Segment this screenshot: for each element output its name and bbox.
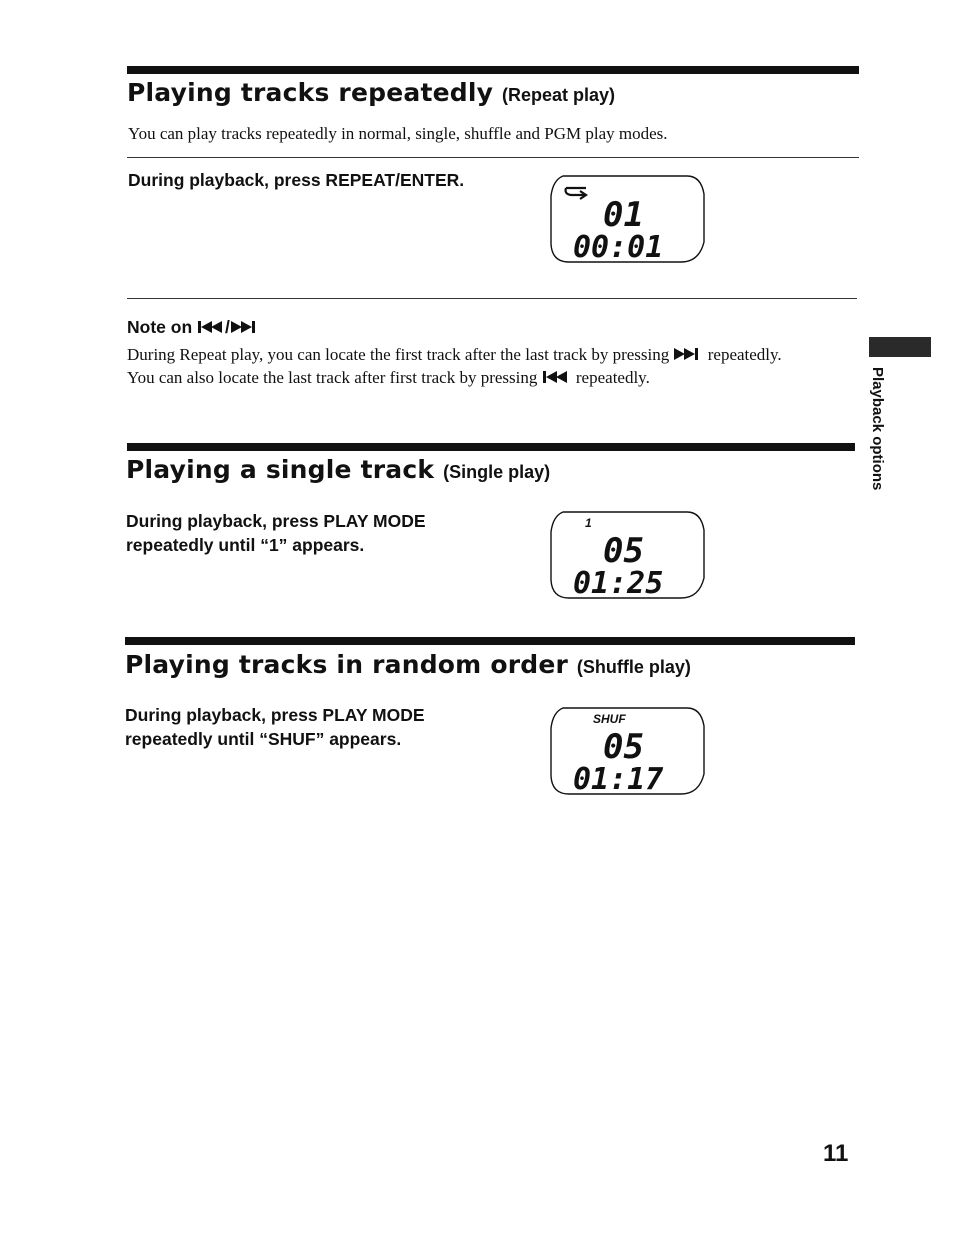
lcd-display-single <box>549 510 707 602</box>
section-rule <box>125 637 855 645</box>
step-instruction-line: repeatedly until “1” appears. <box>126 535 365 555</box>
step-instruction-line: During playback, press PLAY MODE <box>126 511 426 531</box>
next-track-icon <box>230 320 258 334</box>
lcd-display-repeat <box>549 174 707 266</box>
section-subtitle: (Single play) <box>443 462 551 482</box>
divider <box>127 157 859 158</box>
lcd-display-shuffle <box>549 706 707 798</box>
note-heading-label: Note on <box>127 317 193 337</box>
section-subtitle: (Repeat play) <box>502 85 616 105</box>
section-title: Playing tracks repeatedly <box>127 78 494 107</box>
lcd-time: 00:01 <box>573 230 664 265</box>
lcd-time: 01:17 <box>573 762 664 797</box>
section-title: Playing tracks in random order <box>125 650 569 679</box>
section-heading <box>126 457 550 482</box>
intro-text: You can play tracks repeatedly in normal, single, shuffle and PGM play modes. <box>128 124 668 143</box>
step-instruction-line: During playback, press PLAY MODE <box>125 705 425 725</box>
previous-track-icon <box>197 320 225 334</box>
step-instruction-line: repeatedly until “SHUF” appears. <box>125 729 402 749</box>
next-track-icon <box>673 347 703 361</box>
lcd-mode-indicator: 1 <box>585 516 592 530</box>
lcd-track: 01 <box>603 195 644 235</box>
side-tab-marker <box>869 337 931 357</box>
section-title: Playing a single track <box>126 455 435 484</box>
section-rule <box>127 66 859 74</box>
section-subtitle: (Shuffle play) <box>576 657 691 677</box>
lcd-time: 01:25 <box>573 566 664 601</box>
lcd-mode-indicator: SHUF <box>593 712 626 726</box>
divider <box>127 298 857 299</box>
note-heading: Note on / <box>127 315 258 339</box>
page-number: 11 <box>823 1140 849 1167</box>
previous-track-icon <box>542 370 572 384</box>
note-line-1: During Repeat play, you can locate the first track after the last track by pressing repeatedly. <box>127 345 782 364</box>
section-rule <box>127 443 855 451</box>
repeat-icon <box>566 188 586 199</box>
lcd-track: 05 <box>603 531 644 571</box>
note-line-2: You can also locate the last track after first track by pressing repeatedly. <box>127 368 650 387</box>
lcd-track: 05 <box>603 727 644 767</box>
section-heading <box>127 80 615 105</box>
section-heading <box>125 652 691 677</box>
step-instruction: During playback, press REPEAT/ENTER. <box>128 170 465 190</box>
side-tab-label: Playback options <box>869 367 886 491</box>
